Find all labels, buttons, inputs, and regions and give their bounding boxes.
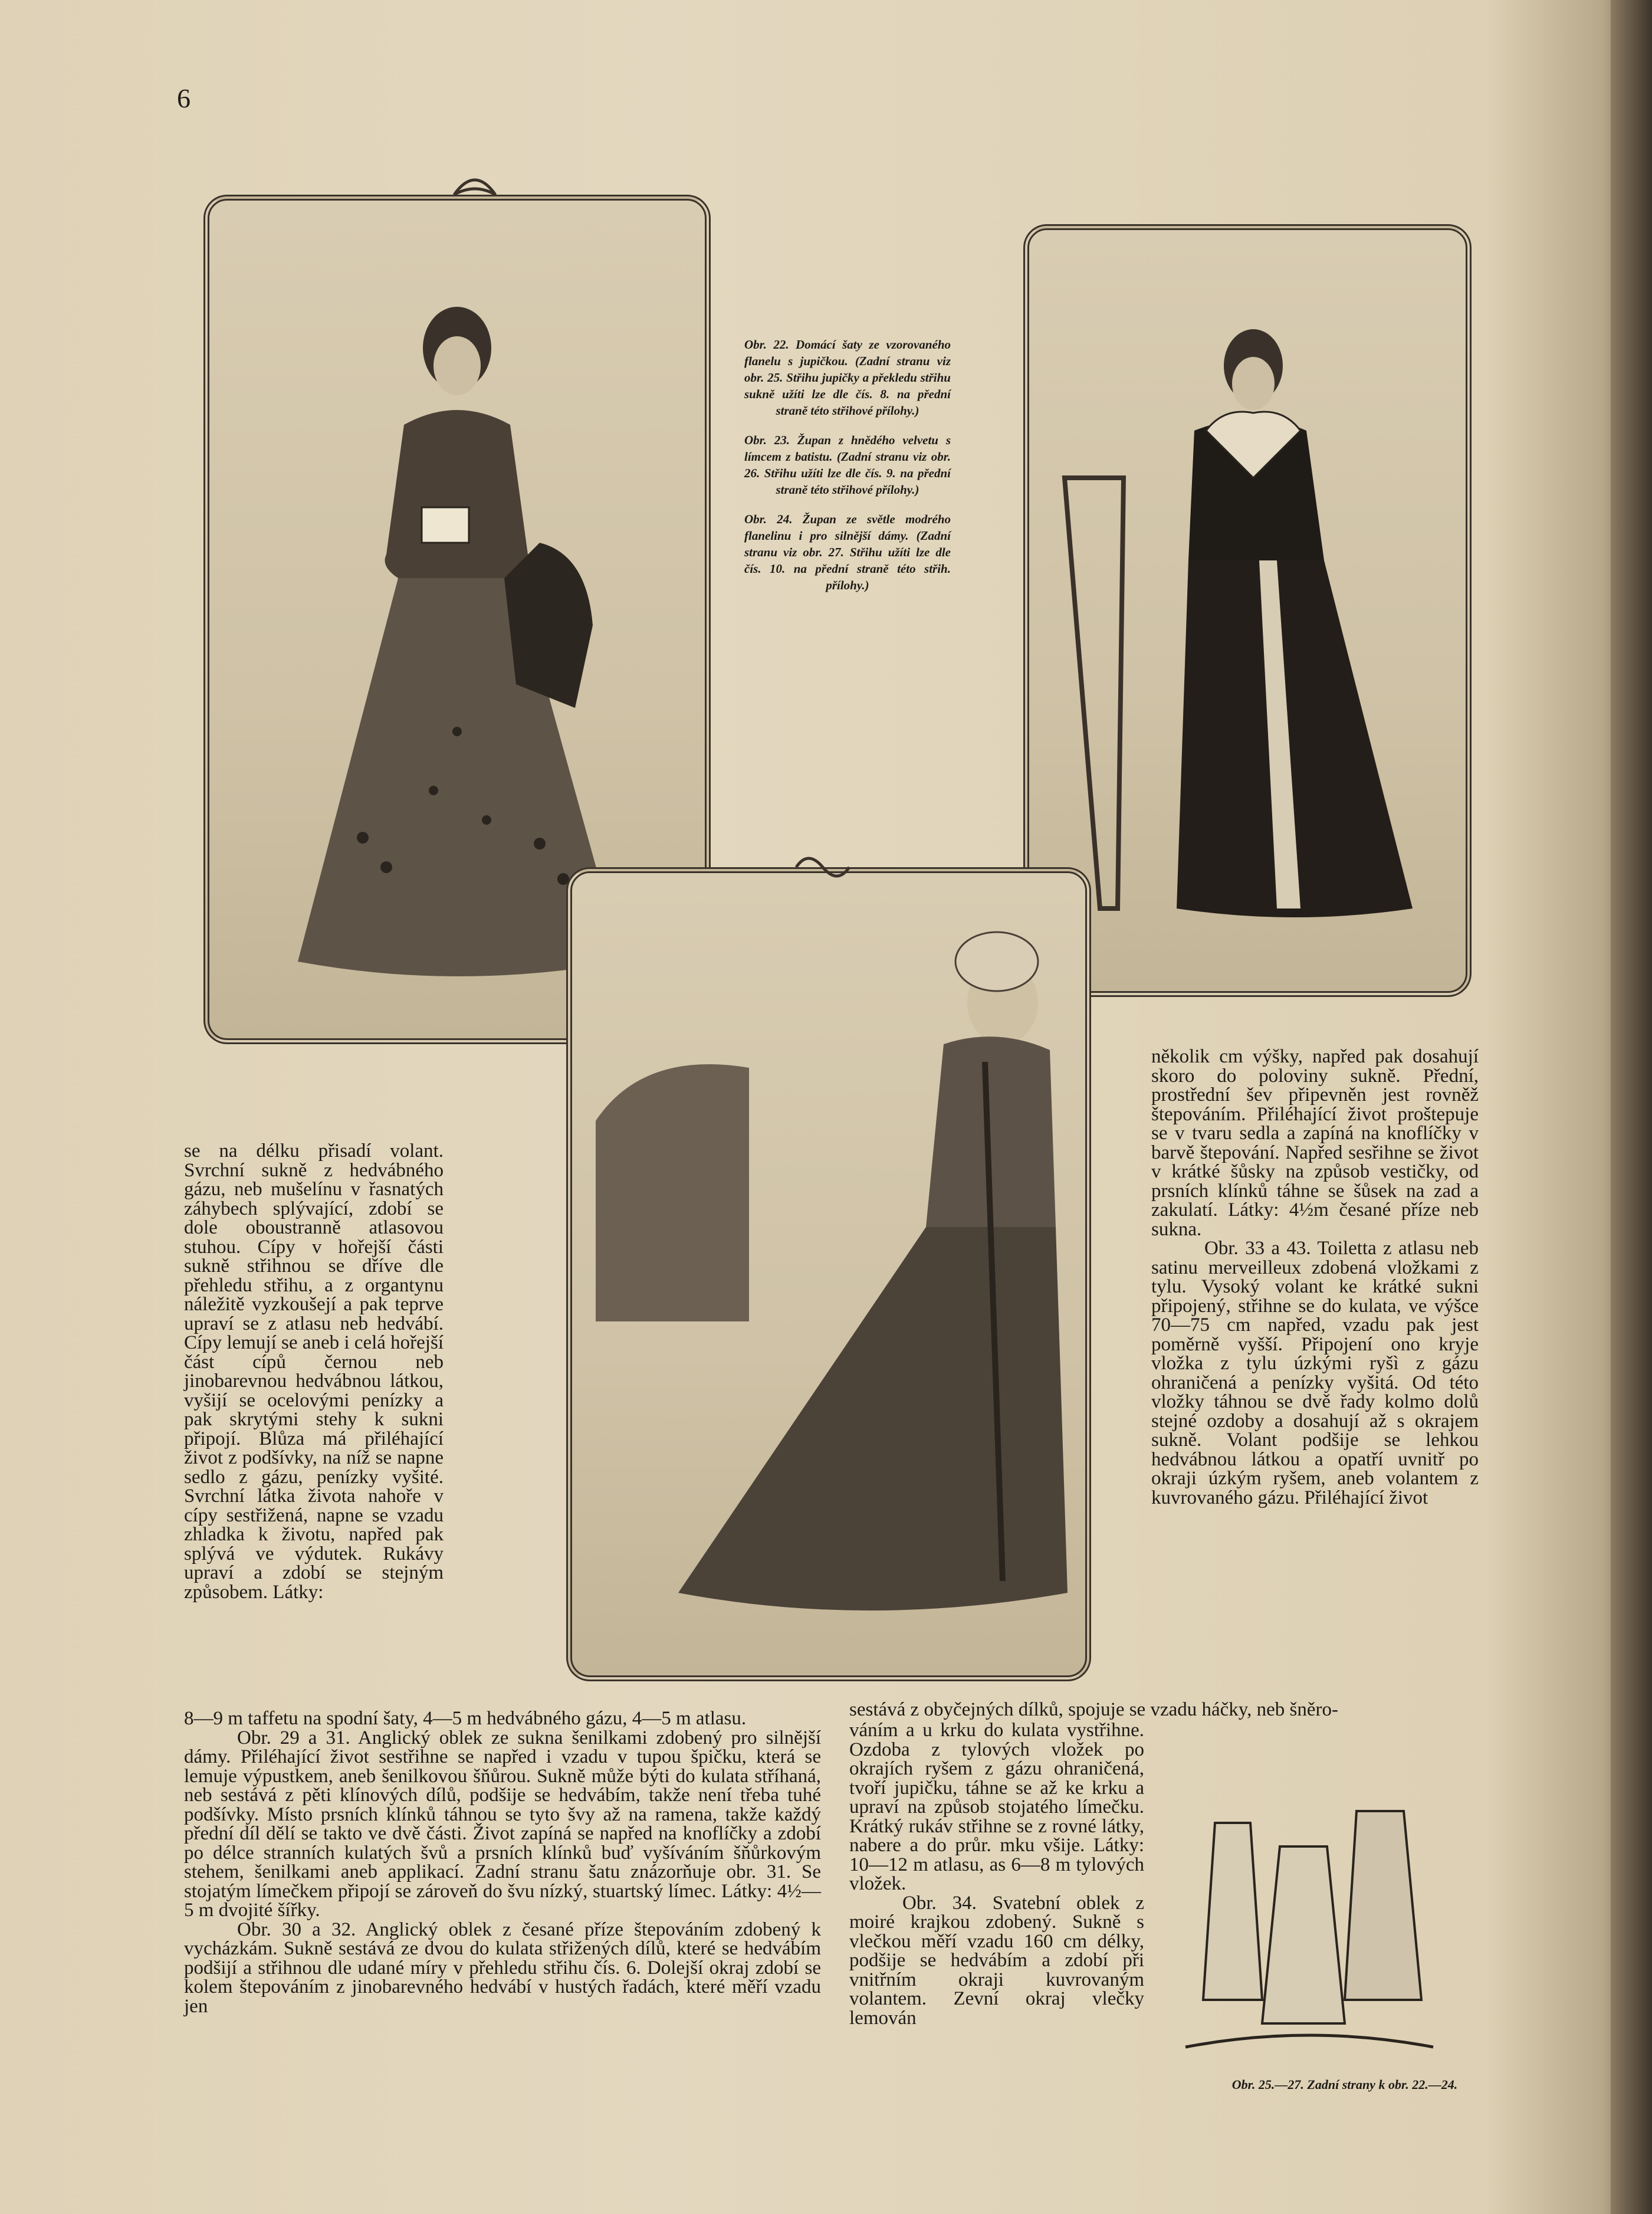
caption-fig22: Obr. 22. Domácí šaty ze vzorovaného flanelu s jupičkou. (Zadní stranu viz obr. 25. Střihu jupičky a překledu střihu sukně užíti lze dle čís. 8. na přední straně této střihové přílohy.) [744, 337, 951, 418]
caption-fig23: Obr. 23. Župan z hnědého velvetu s límcem z batistu. (Zadní stranu viz obr. 26. Střihu užíti lze dle čís. 9. na přední straně této střihové přílohy.) [744, 433, 951, 497]
middle-paragraph-fig34: Obr. 34. Svatební oblek z moiré krajkou zdobený. Sukně s vlečkou měří vzadu 160 cm délky, podšije se hedvábím a zdobí při vnitřním okraji kuvrovaným volantem. Zevní okraj vlečky lemován [849, 1892, 1144, 2029]
left-paragraph: se na délku přisadí volant. Svrchní sukně z hedvábného gázu, neb mušelínu v řasnatých záhybech splývající, zdobí se dole oboustranně atlasovou stuhou. Cípy v hořejší části sukně střihnou se dříve dle přehledu střihu, a z organtynu náležitě vyzkoušejí a pak teprve upraví se z atlasu neb hedvábí. Cípy lemují se aneb i celá hořejší část cípů černou neb jinobarevnou hedvábnou látkou, vyšijí se ocelovými penízky a pak skrytými stehy k sukni připojí. Blůza má přiléhající život z podšívky, na níž se napne sedlo z gázu, penízky vyšité. Svrchní látka života nahoře v cípy sestřižená, napne se vzadu zhladka k životu, napřed pak splývá ve výdutek. Rukávy upraví a zdobí se stejným způsobem. Látky: [184, 1140, 444, 1603]
illustration-fig23 [1023, 224, 1472, 997]
bottom-left-text [184, 1709, 821, 2016]
robe-figure-drawing [1029, 230, 1466, 991]
right-paragraph-fig33: Obr. 33 a 43. Toiletta z atlasu neb satinu merveilleux zdobená vložkami z tylu. Vysoký volant ke krátké sukni připojený, střihne se do kulata, ve výšce 70—75 cm napřed, vzadu pak jest poměrně vyšší. Připojení ono kryje vložka z tylu úzkými ryšì z gázu ohraničená a penízky vyšitá. Od této vložky táhnou se dvě řady kolmo dolů stejné ozdoby a dosahují až s okrajem sukně. Volant podšije se lehkou hedvábnou látkou a opatří uvnitř po okraji úzkým ryšem, aneb volantem z kuvrovaného gázu. Přiléhající život [1151, 1238, 1479, 1508]
middle-paragraph-1: váním a u krku do kulata vystřihne. Ozdoba z tylových vložek po okrajích ryšem z gázu ohraničená, tvoří jupičku, táhne se až ke krku a upraví na způsob stojatého límečku. Krátký rukáv střihne se z rovné látky, nabere a do průr. mku všije. Látky: 10—12 m atlasu, as 6—8 m tylových vložek. [849, 1720, 1144, 1894]
right-text-column [1151, 1047, 1479, 1507]
left-text-column [184, 1142, 444, 1602]
book-spine-shadow [1611, 0, 1652, 2214]
paragraph-fig29-31: Obr. 29 a 31. Anglický oblek ze sukna šenilkami zdobený pro silnější dámy. Přiléhající život sestřihne se napřed i vzadu v tupou špičku, která se lemuje výpustkem, aneb šenilkovou šňůrou. Sukně může býti do kulata stříhaná, neb sestává z pěti klínových dílů, podšije se hedvábím, takže není třeba tuhé podšívky. Místo prsních klínků táhnou se tyto švy až na ramena, takže každý přední díl dělí se takto ve dvě části. Život zapíná se napřed na knoflíčky a zdobí po délce stranních kulatých švů a prsních klínků buď vyšíváním šňůrkovým stehem, šenilkami aneb applikací. Zadní stranu šatu znázorňuje obr. 31. Se stojatým límečkem připojí se zároveň do švu nízký, stuartský límec. Látky: 4½—5 m dvojité šířky. [184, 1727, 821, 1921]
right-paragraph-1: několik cm výšky, napřed pak dosahují skoro do poloviny sukně. Přední, prostřední šev připevněn jest rovněž štepováním. Přiléhající život proštepuje se v tvaru sedla a zapíná na knoflíčky v barvě štepování. Napřed sesřihne se život v krátké šůsky na způsob vestičky, od prsních klínků táhne se šůsek na zad a zakulatí. Látky: 4½m česané příze neb sukna. [1151, 1046, 1479, 1240]
illustration-fig24 [566, 867, 1091, 1681]
scroll-ornament-icon [790, 849, 855, 885]
paragraph-fig30-32: Obr. 30 a 32. Anglický oblek z česané příze štepováním zdobený k vycházkám. Sukně sestává ze dvou do kulata střižených dílů, které se hedvábím podšijí a střihnou dle udané míry v přehledu střihu čís. 6. Dolejší okraj zdobí se kolem štepováním z jinobarevného hedvábí v hustých řadách, které měří vzadu jen [184, 1918, 821, 2017]
wide-line-text: sestává z obyčejných dílků, spojuje se vzadu háčky, neb šněro- [849, 1699, 1339, 1720]
wide-text-line [849, 1700, 1474, 1720]
caption-fig24: Obr. 24. Župan ze světle modrého flanelinu i pro silnější dámy. (Zadní stranu viz obr. 27. Střihu užíti lze dle čís. 10. na přední straně této střih. přílohy.) [744, 512, 951, 592]
caption-column [744, 336, 951, 606]
caption-fig25-27 [1221, 2077, 1469, 2093]
gown-figure-drawing [572, 873, 1085, 1675]
illustration-fig25-27 [1180, 1776, 1439, 2071]
back-views-drawing [1180, 1776, 1439, 2071]
lotus-ornament-icon [448, 171, 501, 206]
materials-line: 8—9 m taffetu na spodní šaty, 4—5 m hedvábného gázu, 4—5 m atlasu. [184, 1708, 747, 1729]
caption-fig25-27-text: Obr. 25.—27. Zadní strany k obr. 22.—24. [1231, 2077, 1458, 2092]
middle-text-column [849, 1721, 1144, 2028]
page-number: 6 [177, 83, 191, 113]
